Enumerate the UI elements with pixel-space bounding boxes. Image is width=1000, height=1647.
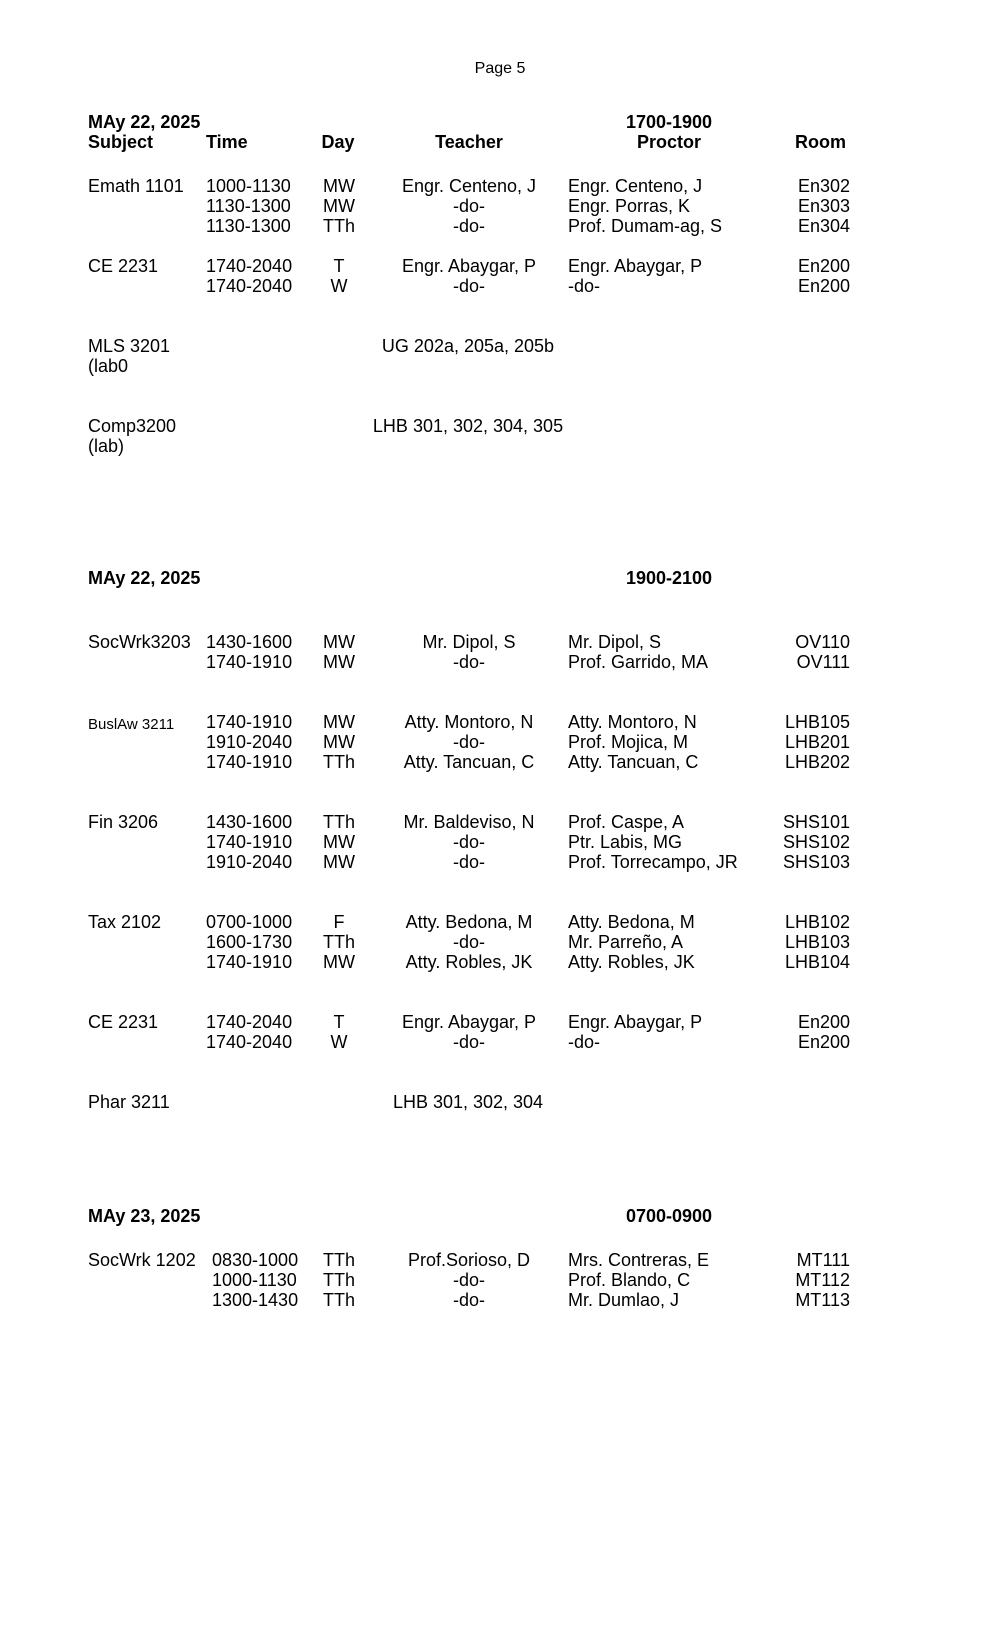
subject-code: Comp3200 [88,416,177,436]
day-cell: F [333,912,345,932]
room-cell: OV110 [795,632,850,652]
day-cell: MW [323,952,355,972]
header-day: Day [321,132,355,152]
time-cell: 1740-2040 [206,256,293,276]
teacher-cell: Atty. Tancuan, C [403,752,535,772]
time-cell: 0830-1000 [212,1250,299,1270]
teacher-cell: -do- [452,852,485,872]
day-cell: TTh [322,932,355,952]
rooms-line: LHB 301, 302, 304 [392,1092,544,1112]
subject-code: SocWrk 1202 [88,1250,196,1270]
teacher-cell: Mr. Dipol, S [422,632,516,652]
day-cell: T [333,1012,345,1032]
day-cell: TTh [322,812,355,832]
day-cell: MW [323,632,355,652]
day-cell: W [330,1032,348,1052]
room-cell: LHB105 [784,712,850,732]
day-cell: TTh [322,752,355,772]
time-cell: 1910-2040 [206,852,293,872]
day-cell: TTh [322,1270,355,1290]
teacher-cell: -do- [452,1270,485,1290]
time-cell: 1740-1910 [206,652,293,672]
subject-note: (lab) [88,436,125,456]
teacher-cell: Engr. Abaygar, P [401,1012,537,1032]
room-cell: En200 [797,256,850,276]
time-cell: 1000-1130 [212,1270,297,1290]
proctor-cell: Ptr. Labis, MG [568,832,683,852]
room-cell: LHB202 [784,752,850,772]
proctor-cell: Engr. Porras, K [568,196,691,216]
room-cell: LHB102 [784,912,850,932]
room-cell: LHB201 [784,732,850,752]
subject-code: MLS 3201 [88,336,171,356]
time-cell: 1740-1910 [206,952,293,972]
day-cell: T [333,256,345,276]
room-cell: SHS101 [782,812,850,832]
proctor-cell: Atty. Montoro, N [568,712,697,732]
section-date: MAy 23, 2025 [88,1206,201,1226]
time-cell: 0700-1000 [206,912,293,932]
teacher-cell: Atty. Bedona, M [405,912,533,932]
header-room: Room [795,132,846,152]
time-cell: 1130-1300 [206,216,291,236]
teacher-cell: -do- [452,932,485,952]
teacher-cell: -do- [452,652,485,672]
proctor-cell: Prof. Mojica, M [568,732,689,752]
room-cell: SHS103 [782,852,850,872]
day-cell: MW [323,176,355,196]
proctor-cell: Prof. Torrecampo, JR [568,852,738,872]
teacher-cell: -do- [452,832,485,852]
time-cell: 1000-1130 [206,176,291,196]
time-cell: 1740-1910 [206,832,293,852]
teacher-cell: -do- [452,196,485,216]
time-cell: 1740-2040 [206,276,293,296]
teacher-cell: -do- [452,216,485,236]
section-time-slot: 1700-1900 [625,112,713,132]
proctor-cell: Mr. Parreño, A [568,932,684,952]
time-cell: 1130-1300 [206,196,291,216]
header-time: Time [206,132,248,152]
day-cell: TTh [322,216,355,236]
day-cell: MW [323,652,355,672]
teacher-cell: -do- [452,1290,485,1310]
header-subject: Subject [88,132,154,152]
teacher-cell: -do- [452,276,485,296]
proctor-cell: Atty. Robles, JK [568,952,695,972]
proctor-cell: Atty. Bedona, M [568,912,695,932]
time-cell: 1430-1600 [206,632,293,652]
day-cell: MW [323,712,355,732]
time-cell: 1740-1910 [206,752,293,772]
day-cell: MW [323,732,355,752]
room-cell: MT113 [795,1290,850,1310]
day-cell: MW [323,196,355,216]
subject-code: CE 2231 [88,256,159,276]
proctor-cell: Mr. Dumlao, J [568,1290,680,1310]
proctor-cell: Engr. Centeno, J [568,176,703,196]
room-cell: En200 [797,1012,850,1032]
room-cell: En303 [797,196,850,216]
section-time-slot: 1900-2100 [625,568,713,588]
time-cell: 1740-2040 [206,1032,293,1052]
room-cell: OV111 [796,652,850,672]
proctor-cell: Mrs. Contreras, E [568,1250,710,1270]
room-cell: SHS102 [782,832,850,852]
room-cell: LHB103 [784,932,850,952]
section-date: MAy 22, 2025 [88,568,201,588]
teacher-cell: Atty. Robles, JK [405,952,533,972]
time-cell: 1430-1600 [206,812,293,832]
page-number: Page 5 [474,60,526,77]
room-cell: En304 [797,216,850,236]
subject-code: Fin 3206 [88,812,159,832]
proctor-cell: Prof. Garrido, MA [568,652,709,672]
teacher-cell: Atty. Montoro, N [404,712,534,732]
subject-code: SocWrk3203 [88,632,191,652]
teacher-cell: Engr. Abaygar, P [401,256,537,276]
header-proctor: Proctor [636,132,701,152]
subject-note: (lab0 [88,356,129,376]
proctor-cell: Engr. Abaygar, P [568,256,703,276]
proctor-cell: Mr. Dipol, S [568,632,662,652]
time-cell: 1300-1430 [212,1290,299,1310]
day-cell: MW [323,832,355,852]
time-cell: 1740-2040 [206,1012,293,1032]
section-time-slot: 0700-0900 [625,1206,713,1226]
subject-code: Phar 3211 [88,1092,170,1112]
subject-code: Tax 2102 [88,912,162,932]
proctor-cell: Prof. Blando, C [568,1270,691,1290]
teacher-cell: Engr. Centeno, J [401,176,537,196]
subject-code: CE 2231 [88,1012,159,1032]
day-cell: TTh [322,1290,355,1310]
room-cell: MT111 [796,1250,850,1270]
proctor-cell: Prof. Caspe, A [568,812,685,832]
proctor-cell: Prof. Dumam-ag, S [568,216,723,236]
proctor-cell: Engr. Abaygar, P [568,1012,703,1032]
time-cell: 1910-2040 [206,732,293,752]
proctor-cell: -do- [568,276,601,296]
teacher-cell: Mr. Baldeviso, N [403,812,535,832]
header-teacher: Teacher [435,132,503,152]
room-cell: En302 [797,176,850,196]
teacher-cell: -do- [452,1032,485,1052]
proctor-cell: Atty. Tancuan, C [568,752,699,772]
room-cell: En200 [797,276,850,296]
time-cell: 1740-1910 [206,712,293,732]
teacher-cell: Prof.Sorioso, D [407,1250,531,1270]
section-date: MAy 22, 2025 [88,112,201,132]
day-cell: MW [323,852,355,872]
rooms-line: LHB 301, 302, 304, 305 [372,416,564,436]
proctor-cell: -do- [568,1032,601,1052]
time-cell: 1600-1730 [206,932,293,952]
subject-code: Emath 1101 [88,176,184,196]
room-cell: MT112 [795,1270,850,1290]
teacher-cell: -do- [452,732,485,752]
day-cell: W [330,276,348,296]
room-cell: En200 [797,1032,850,1052]
rooms-line: UG 202a, 205a, 205b [381,336,555,356]
subject-code: BuslAw 3211 [88,716,175,733]
room-cell: LHB104 [784,952,850,972]
day-cell: TTh [322,1250,355,1270]
